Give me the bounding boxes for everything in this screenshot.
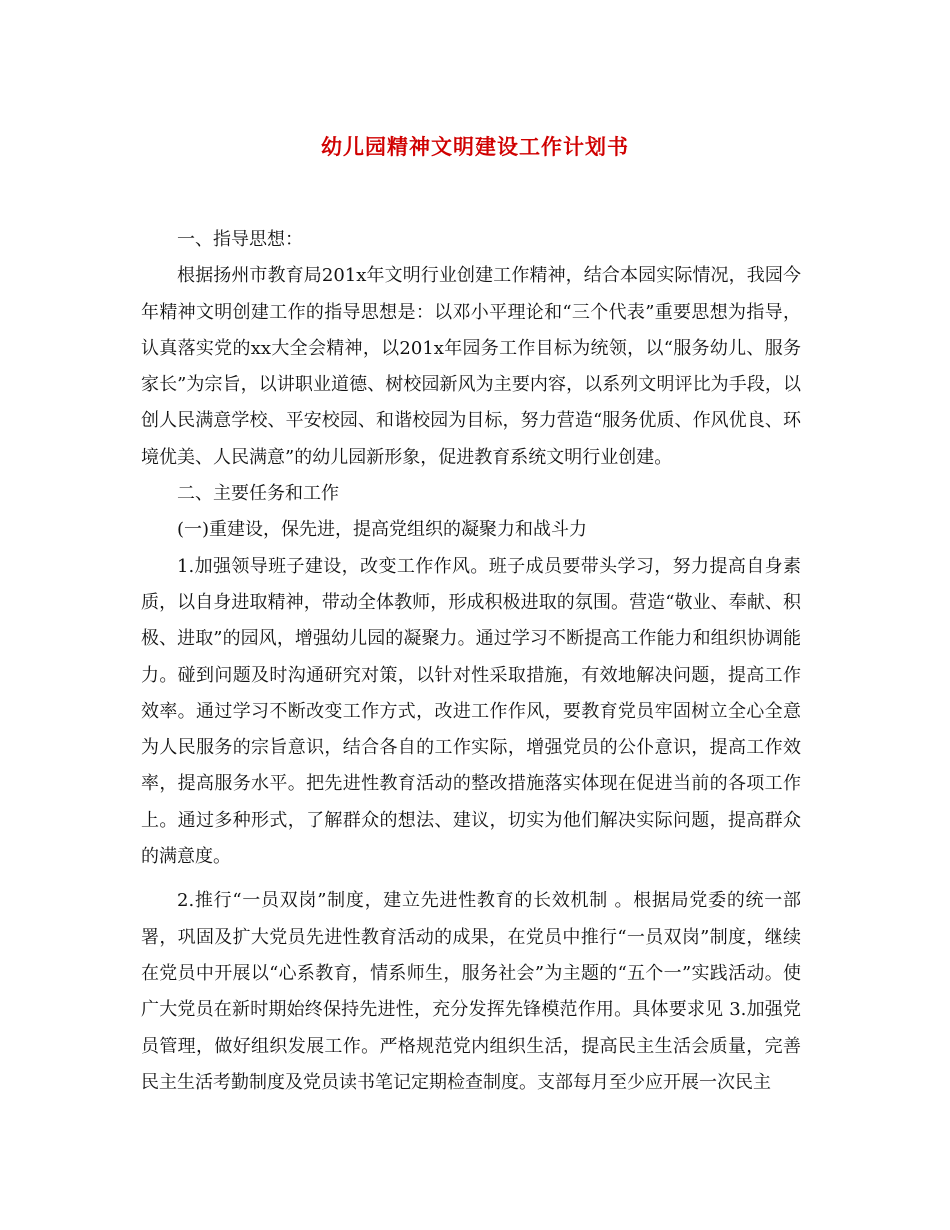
- document-title: 幼儿园精神文明建设工作计划书: [321, 134, 629, 159]
- paragraph-item-1: 1.加强领导班子建设，改变工作作风。班子成员要带头学习，努力提高自身素质，以自身进取精神，带动全体教师，形成积极进取的氛围。营造“敬业、奉献、积极、进取”的园风，增强幼儿园的凝聚力。通过学习不断提高工作能力和组织协调能力。碰到问题及时沟通研究对策，以针对性采取措施，有效地解决问题，提高工作效率。通过学习不断改变工作方式，改进工作作风，要教育党员牢固树立全心全意为人民服务的宗旨意识，结合各自的工作实际，增强党员的公仆意识，提高工作效率，提高服务水平。把先进性教育活动的整改措施落实体现在促进当前的各项工作上。通过多种形式，了解群众的想法、建议，切实为他们解决实际问题，提高群众的满意度。: [141, 555, 801, 868]
- document-body: [141, 222, 801, 1101]
- paragraph-item-2: 2.推行“一员双岗”制度，建立先进性教育的长效机制 。根据局党委的统一部署，巩固及扩大党员先进性教育活动的成果，在党员中推行“一员双岗”制度，继续在党员中开展以“心系教育，情系师生，服务社会”为主题的“五个一”实践活动。使广大党员在新时期始终保持先进性，充分发挥先锋模范作用。具体要求见 3.加强党员管理，做好组织发展工作。严格规范党内组织生活，提高民主生活会质量，完善民主生活考勤制度及党员读书笔记定期检查制度。支部每月至少应开展一次民主: [141, 890, 801, 1093]
- paragraph-guiding-thought: 根据扬州市教育局201x年文明行业创建工作精神，结合本园实际情况，我园今年精神文明创建工作的指导思想是：以邓小平理论和“三个代表”重要思想为指导，认真落实党的xx大全会精神，以201x年园务工作目标为统领，以“服务幼儿、服务家长”为宗旨，以讲职业道德、树校园新风为主要内容，以系列文明评比为手段，以创人民满意学校、平安校园、和谐校园为目标，努力营造“服务优质、作风优良、环境优美、人民满意”的幼儿园新形象，促进教育系统文明行业创建。: [141, 265, 801, 468]
- section-heading-main-tasks: 二、主要任务和工作: [177, 483, 339, 505]
- section-heading-guiding-thought: 一、指导思想：: [177, 229, 303, 250]
- subsection-heading-party-building: (一)重建设，保先进，提高党组织的凝聚力和战斗力: [177, 519, 588, 541]
